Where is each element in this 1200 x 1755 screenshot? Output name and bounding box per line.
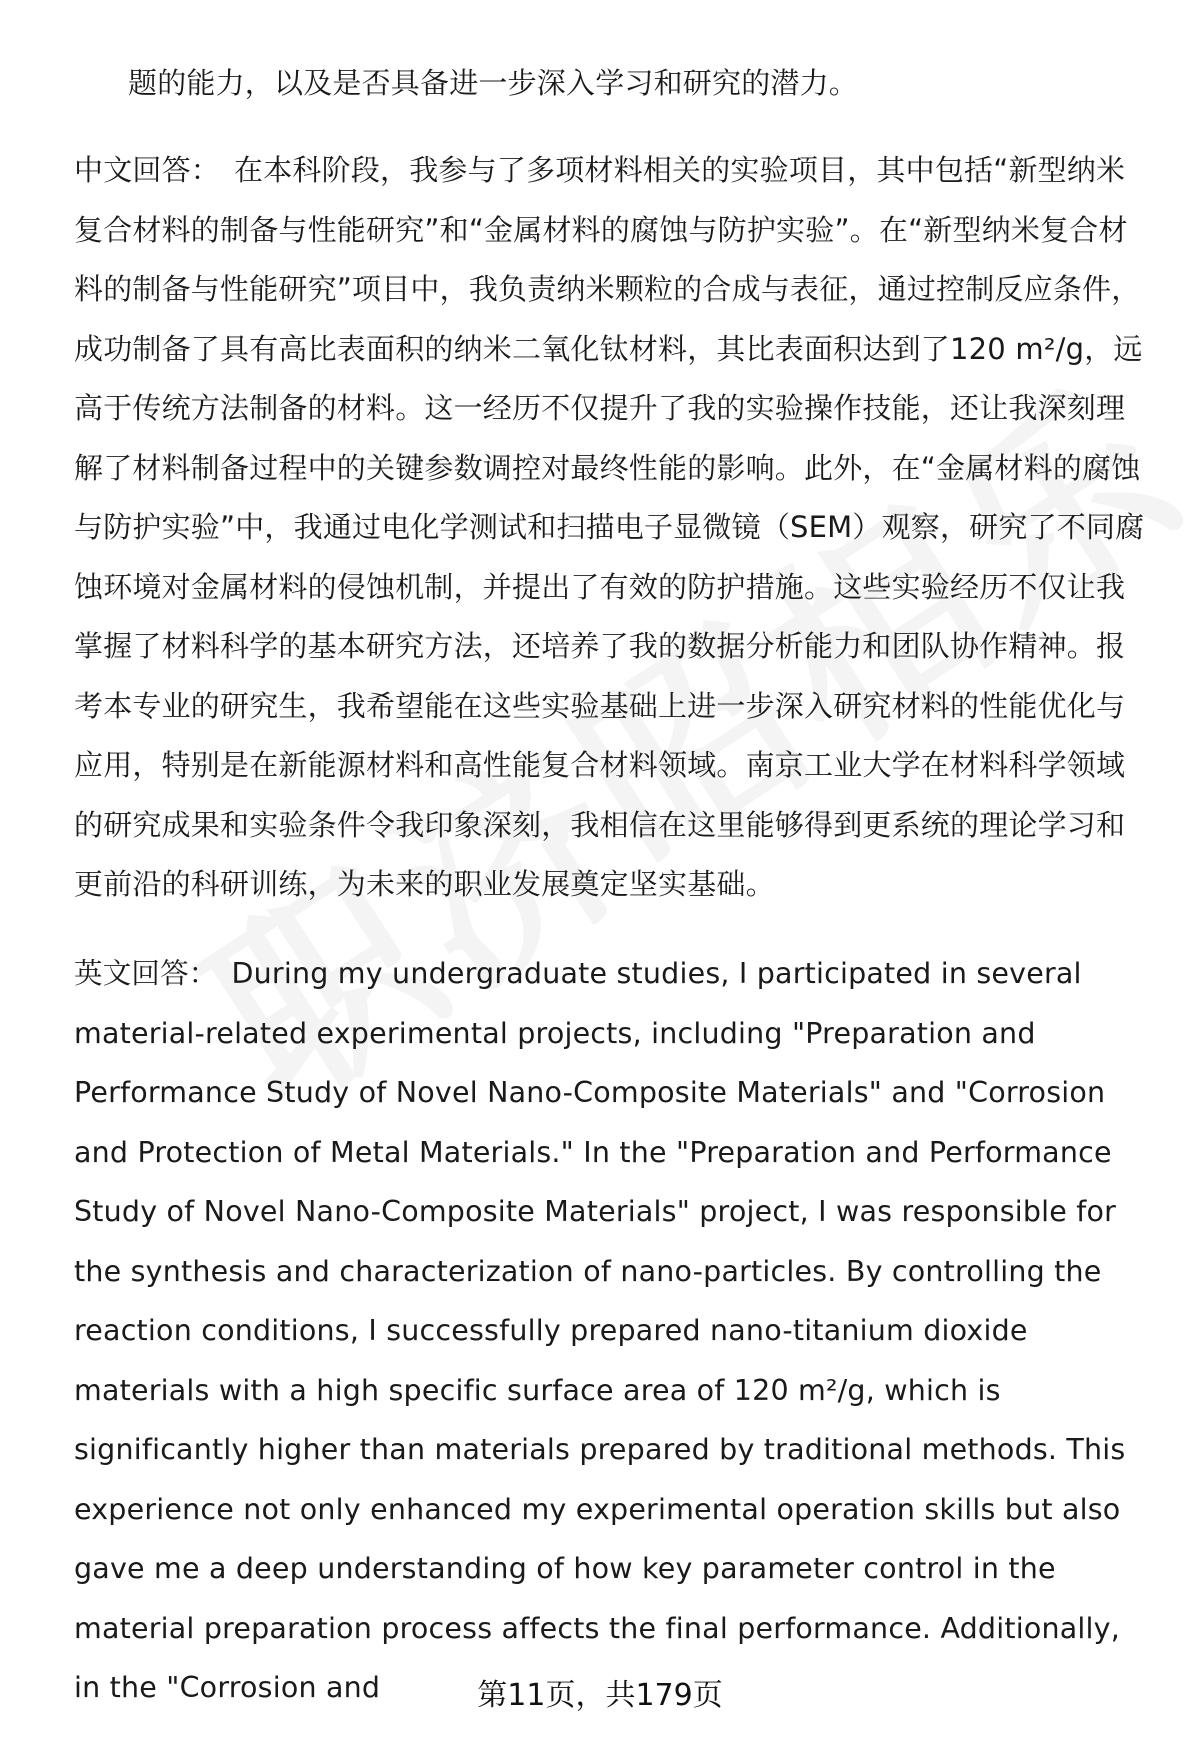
english-answer-label: 英文回答： xyxy=(74,957,218,990)
chinese-answer-text: 在本科阶段，我参与了多项材料相关的实验项目，其中包括“新型纳米复合材料的制备与性能研究”和“金属材料的腐蚀与防护实验”。在“新型纳米复合材料的制备与性能研究”项目中，我负责纳米颗粒的合成与表征，通过控制反应条件，成功制备了具有高比表面积的纳米二氧化钛材料，其比表面积达到了120 m²/g，远高于传统方法制备的材料。这一经历不仅提升了我的实验操作技能，还让我深刻理解了材料制备过程中的关键参数调控对最终性能的影响。此外，在“金属材料的腐蚀与防护实验”中，我通过电化学测试和扫描电子显微镜（SEM）观察，研究了不同腐蚀环境对金属材料的侵蚀机制，并提出了有效的防护措施。这些实验经历不仅让我掌握了材料科学的基本研究方法，还培养了我的数据分析能力和团队协作精神。报考本专业的研究生，我希望能在这些实验基础上进一步深入研究材料的性能优化与应用，特别是在新能源材料和高性能复合材料领域。南京工业大学在材料科学领域的研究成果和实验条件令我印象深刻，我相信在这里能够得到更系统的理论学习和更前沿的科研训练，为未来的职业发展奠定坚实基础。 xyxy=(74,153,1145,901)
chinese-answer-label: 中文回答： xyxy=(74,153,221,187)
page-number-footer: 第11页，共179页 xyxy=(477,1678,723,1713)
continuation-line: 题的能力，以及是否具备进一步深入学习和研究的潜力。 xyxy=(128,66,859,100)
english-answer-text: During my undergraduate studies, I participated in several material-related experimental projects, including "Preparation and Performance Study of Novel Nano-Composite Materials" and "Corrosion and Protection of Metal Materials." In the "Preparation and Performance Study of Novel Nano-Composite Materials" project, I was responsible for the synthesis and characterization of nano-particles. By controlling the reaction conditions, I successfully prepared nano-titanium dioxide materials with a high specific surface area of 120 m²/g, which is significantly higher than materials prepared by traditional methods. This experience not only enhanced my experimental operation skills but also gave me a deep understanding of how key parameter control in the material preparation process affects the final performance. Additionally, in the "Corrosion and xyxy=(74,957,1126,1704)
chinese-answer-paragraph xyxy=(74,141,1154,915)
english-answer-paragraph xyxy=(74,944,1154,1718)
